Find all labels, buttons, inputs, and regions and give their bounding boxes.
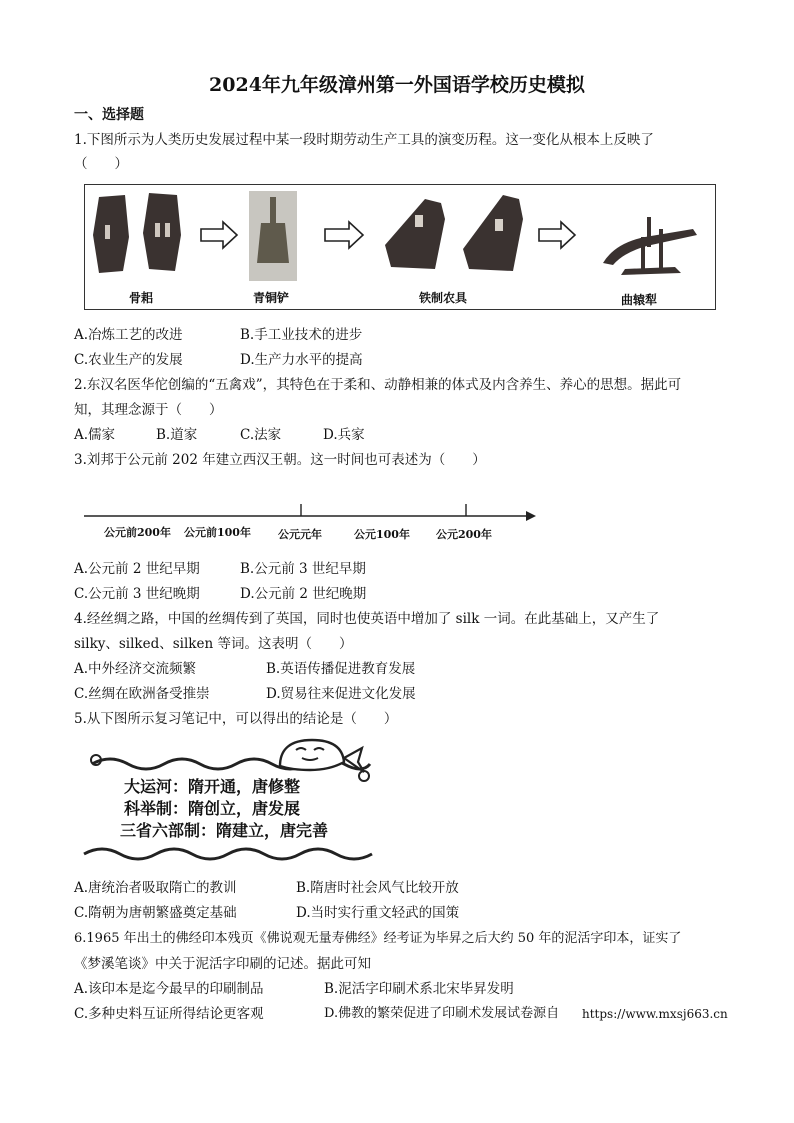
arrow-right-icon (325, 222, 363, 248)
q4-stem-line2: silky、silked、silken 等词。这表明（ ） (74, 636, 353, 652)
q1-stem-line1: 1.下图所示为人类历史发展过程中某一段时期劳动生产工具的演变历程。这一变化从根本上反映了 (74, 132, 654, 148)
q5-option-a: A.唐统治者吸取隋亡的教训 (74, 880, 237, 896)
source-url: https://www.mxsj663.cn (582, 1007, 728, 1021)
caption-bone-spade: 骨耜 (129, 291, 154, 305)
caption-bronze-shovel: 青铜铲 (253, 291, 290, 305)
q5-option-c: C.隋朝为唐朝繁盛奠定基础 (74, 905, 237, 921)
q3-option-b: B.公元前 3 世纪早期 (240, 561, 366, 577)
q1-stem-line2: （ ） (74, 156, 128, 172)
q1-tools-figure (84, 184, 716, 310)
timeline-label: 公元元年 (278, 528, 322, 541)
q2-option-b: B.道家 (156, 427, 198, 443)
caption-curved-plow: 曲辕犁 (621, 293, 658, 307)
q1-option-b: B.手工业技术的进步 (240, 327, 363, 343)
q3-option-c: C.公元前 3 世纪晚期 (74, 586, 200, 602)
q6-stem-line1: 6.1965 年出土的佛经印本残页《佛说观无量寿佛经》经考证为毕昇之后大约 50 年的泥活字印本，证实了 (74, 931, 682, 946)
timeline-label: 公元前200年 (104, 526, 171, 539)
timeline-label: 公元100年 (354, 528, 410, 541)
q6-stem-line2: 《梦溪笔谈》中关于泥活字印刷的记述。据此可知 (74, 956, 371, 972)
q3-option-a: A.公元前 2 世纪早期 (74, 561, 200, 577)
arrow-right-icon (539, 222, 575, 248)
q1-option-c: C.农业生产的发展 (74, 352, 183, 368)
arrow-right-icon (201, 222, 237, 248)
page-title: 2024年九年级漳州第一外国语学校历史模拟 (209, 74, 585, 96)
q2-stem-line2: 知，其理念源于（ ） (74, 402, 223, 418)
q6-option-b: B.泥活字印刷术系北宋毕昇发明 (324, 981, 514, 997)
q2-stem-line1: 2.东汉名医华佗创编的“五禽戏”，其特色在于柔和、动静相兼的体式及内含养生、养心的思想。据此可 (74, 377, 682, 393)
q1-option-a: A.冶炼工艺的改进 (74, 327, 183, 343)
q1-option-d: D.生产力水平的提高 (240, 352, 363, 368)
q3-timeline (76, 482, 546, 542)
q4-option-b: B.英语传播促进教育发展 (266, 661, 416, 677)
q5-stem: 5.从下图所示复习笔记中，可以得出的结论是（ ） (74, 711, 398, 727)
q3-option-d: D.公元前 2 世纪晚期 (240, 586, 367, 602)
q5-option-d: D.当时实行重文轻武的国策 (296, 905, 460, 921)
timeline-label: 公元前100年 (184, 526, 251, 539)
q6-option-a: A.该印本是迄今最早的印刷制品 (74, 981, 264, 997)
q5-option-b: B.隋唐时社会风气比较开放 (296, 880, 459, 896)
q4-option-c: C.丝绸在欧洲备受推崇 (74, 686, 210, 702)
curved-plow-image (603, 217, 697, 275)
note-line-three-departments: 三省六部制：隋建立，唐完善 (120, 821, 329, 840)
q2-option-a: A.儒家 (74, 427, 116, 443)
section-heading: 一、选择题 (74, 107, 144, 123)
note-line-imperial-exam: 科举制：隋创立，唐发展 (124, 799, 301, 818)
q3-stem: 3.刘邦于公元前 202 年建立西汉王朝。这一时间也可表述为（ ） (74, 452, 486, 468)
timeline-label: 公元200年 (436, 528, 492, 541)
q4-option-a: A.中外经济交流频繁 (74, 661, 197, 677)
q5-review-note (80, 736, 380, 866)
q6-option-d: D.佛教的繁荣促进了印刷术发展试卷源自 (324, 1006, 560, 1021)
bone-spade-image (93, 193, 181, 273)
iron-tools-image (385, 195, 523, 271)
caption-iron-tools: 铁制农具 (419, 291, 468, 305)
q2-option-c: C.法家 (240, 427, 282, 443)
q2-option-d: D.兵家 (323, 427, 365, 443)
q4-stem-line1: 4.经丝绸之路，中国的丝绸传到了英国，同时也使英语中增加了 silk 一词。在此基础上，又产生了 (74, 611, 660, 627)
q6-option-c: C.多种史料互证所得结论更客观 (74, 1006, 264, 1022)
bronze-shovel-image (249, 191, 297, 281)
q4-option-d: D.贸易往来促进文化发展 (266, 686, 416, 702)
note-line-grand-canal: 大运河：隋开通，唐修整 (124, 777, 301, 796)
